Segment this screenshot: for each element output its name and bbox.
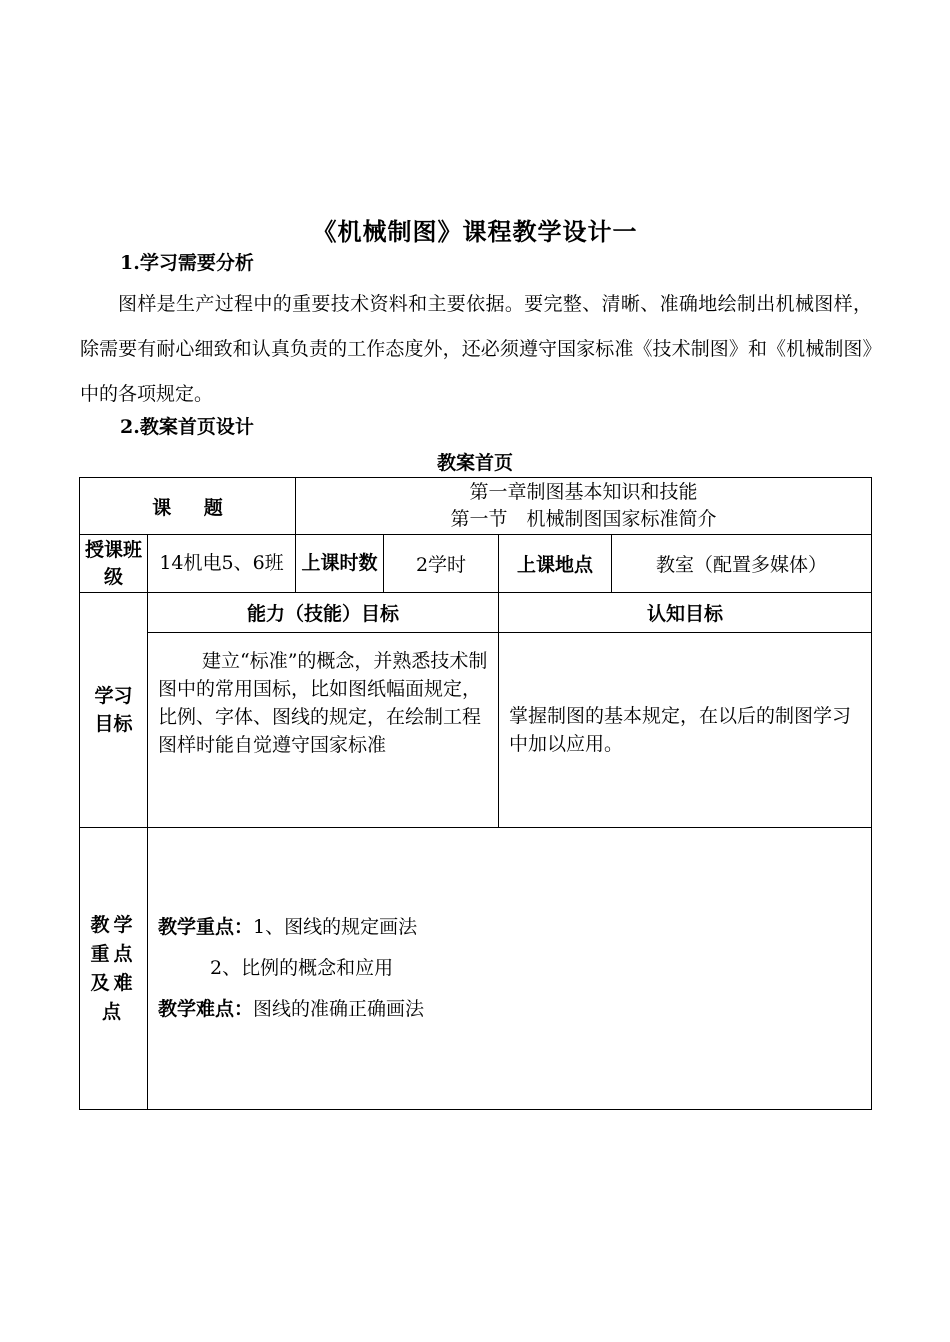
place-value: 教室（配置多媒体） — [612, 535, 872, 593]
needs-analysis-paragraph: 图样是生产过程中的重要技术资料和主要依据。要完整、清晰、准确地绘制出机械图样，除需要有耐心细致和认真负责的工作态度外，还必须遵守国家标准《技术制图》和《机械制图》中的各项规定。 — [80, 293, 872, 405]
ability-text — [148, 633, 499, 828]
section-heading-lesson-plan: 2.教案首页设计 — [120, 416, 254, 438]
hours-label: 上课时数 — [296, 535, 384, 593]
key-focus-item-1: 1、图线的规定画法 — [253, 916, 418, 938]
key-focus-label: 教学重点： — [158, 916, 254, 938]
goal-label — [80, 593, 148, 828]
class-label: 授课班级 — [80, 535, 148, 593]
place-label: 上课地点 — [499, 535, 612, 593]
key-label — [80, 828, 148, 1110]
topic-row — [80, 478, 872, 535]
key-points-row — [80, 828, 872, 1110]
key-focus-line-1 — [158, 907, 861, 948]
table-caption: 教案首页 — [436, 452, 513, 474]
ability-header: 能力（技能）目标 — [148, 593, 499, 633]
key-difficulty-label: 教学难点： — [158, 998, 254, 1020]
section-heading-needs-analysis: 1.学习需要分析 — [120, 252, 254, 274]
topic-label-cell — [80, 478, 296, 535]
goal-header-row — [80, 593, 872, 633]
key-difficulty-line — [158, 989, 861, 1030]
cognitive-text: 掌握制图的基本规定，在以后的制图学习中加以应用。 — [499, 633, 872, 828]
topic-chapter: 第一章制图基本知识和技能 — [469, 481, 698, 503]
key-points-content — [148, 828, 872, 1110]
topic-value-cell — [296, 478, 872, 535]
goal-label-text: 学习目标 — [94, 685, 133, 735]
goal-content-row — [80, 633, 872, 828]
key-difficulty-text: 图线的准确正确画法 — [253, 998, 425, 1020]
class-info-row — [80, 535, 872, 593]
document-title: 《机械制图》课程教学设计一 — [312, 217, 638, 246]
key-focus-item-2: 2、比例的概念和应用 — [210, 957, 394, 979]
hours-value: 2学时 — [384, 535, 499, 593]
cognitive-header: 认知目标 — [499, 593, 872, 633]
ability-text-body: 建立“标准”的概念，并熟悉技术制图中的常用国标，比如图纸幅面规定，比例、字体、图线的规定，在绘制工程图样时能自觉遵守国家标准 — [158, 650, 488, 756]
topic-section: 第一节 机械制图国家标准简介 — [450, 508, 717, 530]
topic-label: 课 题 — [152, 496, 223, 519]
key-label-text: 教学重点及难点 — [90, 913, 137, 1023]
lesson-plan-table — [79, 477, 872, 1110]
class-value: 14机电5、6班 — [148, 535, 296, 593]
